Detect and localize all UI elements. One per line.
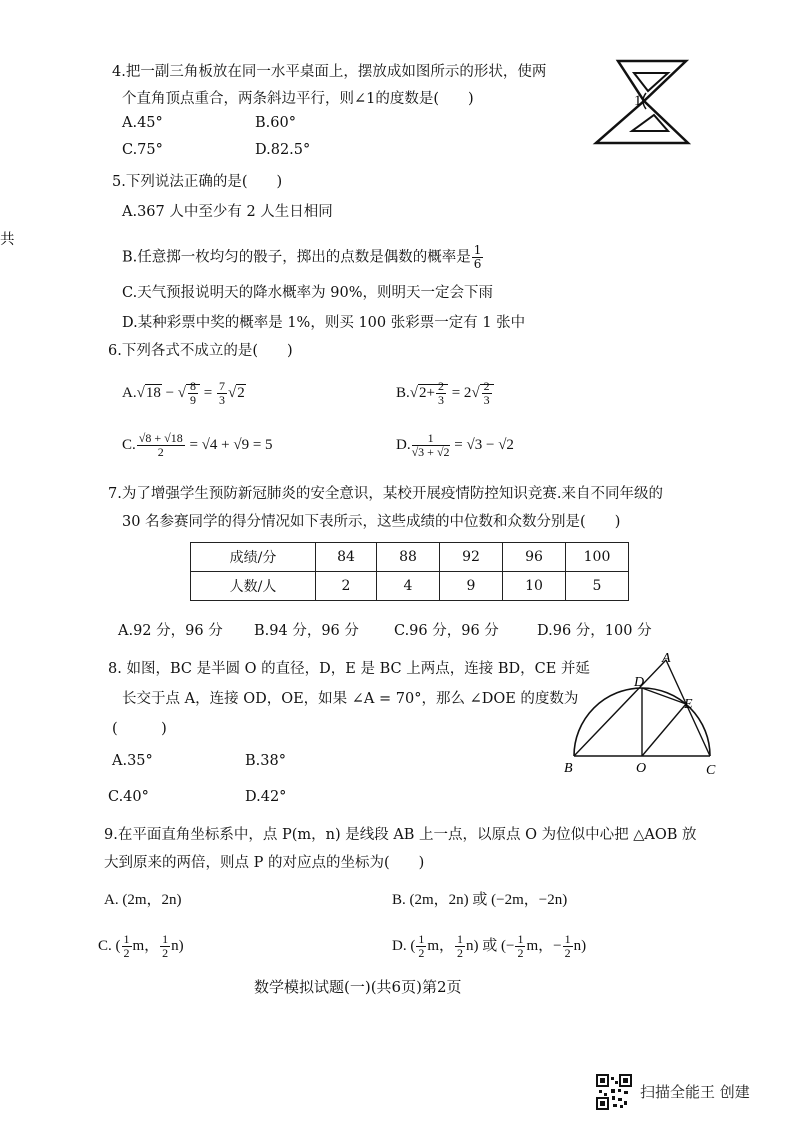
- radicand: 18: [145, 384, 161, 401]
- table-cell: 9: [440, 572, 503, 601]
- fraction-denominator: 2: [123, 946, 130, 960]
- table-header-cell: 人数/人: [191, 572, 316, 601]
- option-label: A.: [122, 384, 137, 401]
- fraction-denominator: 3: [219, 393, 225, 407]
- q9-stem-line1: 9.在平面直角坐标系中，点 P(m，n) 是线段 AB 上一点，以原点 O 为位似中心把 △AOB 放: [104, 827, 697, 843]
- q9-option-c: [98, 933, 184, 960]
- variable-text: m，: [427, 937, 454, 954]
- q4-stem-line2: 个直角顶点重合，两条斜边平行，则∠1的度数是( ): [122, 91, 474, 107]
- q8-semicircle-figure: [560, 648, 730, 776]
- fraction-denominator: 3: [483, 393, 490, 407]
- radicand-fraction: [436, 380, 446, 407]
- q8-option-a: A.35°: [112, 753, 153, 769]
- margin-mark: 共: [0, 232, 15, 248]
- q9-stem-line2: 大到原来的两倍，则点 P 的对应点的坐标为( ): [104, 855, 425, 871]
- q5-option-b-fraction: [472, 244, 484, 271]
- fraction-denominator: 6: [473, 257, 482, 271]
- fraction: [563, 933, 573, 960]
- table-cell: 4: [377, 572, 440, 601]
- fraction-denominator: 2: [162, 946, 169, 960]
- table-row: [191, 572, 629, 601]
- fraction-denominator: 2: [418, 946, 425, 960]
- fraction-numerator: 2: [437, 379, 444, 393]
- fraction-numerator: 1: [162, 932, 169, 946]
- table-header-cell: 成绩/分: [191, 543, 316, 572]
- score-table: [190, 542, 629, 601]
- table-cell: 84: [316, 543, 377, 572]
- fraction: [515, 933, 525, 960]
- q5-option-c: C.天气预报说明天的降水概率为 90%，则明天一定会下雨: [122, 285, 494, 301]
- fraction-numerator: 8: [190, 379, 197, 393]
- option-label: C.: [122, 436, 136, 453]
- fraction: [412, 432, 450, 459]
- q8-option-c: C.40°: [108, 789, 149, 805]
- q5-option-a: A.367 人中至少有 2 人生日相同: [122, 204, 333, 220]
- point-label-c: C: [706, 763, 716, 776]
- option-label: D.: [396, 436, 411, 453]
- fraction-numerator: 1: [564, 932, 571, 946]
- watermark-text: 扫描全能王 创建: [640, 1083, 750, 1101]
- equation-rest: = √4 + √9 = 5: [185, 436, 273, 453]
- fraction-numerator: 2: [483, 379, 490, 393]
- q4-option-b: B.60°: [255, 115, 296, 131]
- operator: = 2: [447, 384, 472, 401]
- variable-text: m，−: [526, 937, 562, 954]
- qr-code-icon: [596, 1074, 632, 1110]
- q7-stem-line1: 7.为了增强学生预防新冠肺炎的安全意识，某校开展疫情防控知识竞赛.来自不同年级的: [108, 486, 663, 502]
- fraction-denominator: 2: [457, 946, 463, 960]
- variable-text: m，: [132, 937, 160, 954]
- radicand-fraction: [482, 380, 492, 407]
- option-label: C. (: [98, 937, 121, 954]
- q7-option-a: A.92 分，96 分: [118, 623, 223, 639]
- q7-option-b: B.94 分，96 分: [254, 623, 359, 639]
- fraction-numerator: 1: [123, 932, 130, 946]
- q7-stem-line2: 30 名参赛同学的得分情况如下表所示，这些成绩的中位数和众数分别是( ): [122, 514, 621, 530]
- q7-option-d: D.96 分，100 分: [537, 623, 652, 639]
- coefficient-fraction: [217, 380, 227, 407]
- q9-option-a: A. (2m，2n): [104, 892, 182, 908]
- fraction-denominator: 3: [437, 393, 444, 407]
- fraction-numerator: 1: [473, 243, 482, 257]
- q8-stem-line1: 8. 如图，BC 是半圆 O 的直径，D，E 是 BC 上两点，连接 BD，CE 并延: [108, 661, 590, 677]
- q5-option-d: D.某种彩票中奖的概率是 1%，则买 100 张彩票一定有 1 张中: [122, 315, 526, 331]
- fraction: [137, 432, 185, 459]
- point-label-b: B: [564, 761, 573, 776]
- fraction-denominator: 2: [564, 946, 571, 960]
- q4-triangle-figure: [588, 55, 700, 150]
- fraction: [122, 933, 132, 960]
- variable-text: n): [573, 937, 587, 954]
- point-label-a: A: [662, 651, 671, 666]
- table-cell: 88: [377, 543, 440, 572]
- fraction-numerator: √8 + √18: [138, 431, 183, 445]
- q5-stem: 5.下列说法正确的是( ): [112, 174, 283, 190]
- q7-option-c: C.96 分，96 分: [394, 623, 499, 639]
- table-cell: 96: [503, 543, 566, 572]
- point-label-o: O: [636, 761, 647, 776]
- point-label-e: E: [684, 697, 693, 712]
- q6-option-d: [396, 432, 514, 459]
- q8-stem-line3: ( ): [112, 721, 167, 737]
- radicand: 2: [237, 384, 245, 401]
- q6-option-b: B.√2+ $\frac{2}{3}$ = 2√ $\frac{2}{3}$: [396, 380, 494, 407]
- fraction-numerator: 7: [219, 379, 225, 393]
- operator: =: [200, 384, 216, 401]
- fraction-denominator: 2: [517, 946, 524, 960]
- fraction-numerator: 1: [418, 932, 425, 946]
- table-cell: 100: [566, 543, 629, 572]
- q5-option-b: [122, 244, 484, 271]
- radicand: 2+: [419, 384, 435, 401]
- option-label: B.: [396, 384, 410, 401]
- q6-option-a: A.√18 − √ $\frac{8}{9}$ = $\frac{7}{3}$ √2: [122, 379, 245, 407]
- q8-stem-line2: 长交于点 A，连接 OD，OE，如果 ∠A = 70°，那么 ∠DOE 的度数为: [122, 691, 579, 707]
- q6-stem: 6.下列各式不成立的是( ): [108, 343, 293, 359]
- table-cell: 92: [440, 543, 503, 572]
- table-cell: 5: [566, 572, 629, 601]
- q8-option-b: B.38°: [245, 753, 286, 769]
- q4-stem-line1: 4.把一副三角板放在同一水平桌面上，摆放成如图所示的形状，使两: [112, 64, 547, 80]
- fraction-denominator: 9: [190, 393, 197, 407]
- equation-rest: = √3 − √2: [450, 436, 514, 453]
- variable-text: n): [171, 937, 184, 954]
- q4-option-d: D.82.5°: [255, 142, 311, 158]
- q9-option-d: [392, 933, 586, 960]
- fraction-numerator: 1: [457, 932, 463, 946]
- fraction: [160, 933, 170, 960]
- variable-text: n) 或 (−: [466, 937, 515, 954]
- fraction-denominator: 2: [157, 445, 164, 459]
- fraction-denominator: √3 + √2: [411, 445, 450, 459]
- q9-option-b: B. (2m，2n) 或 (−2m，−2n): [392, 892, 568, 908]
- q4-option-c: C.75°: [122, 142, 163, 158]
- q5-option-b-text: B.任意掷一枚均匀的骰子，掷出的点数是偶数的概率是: [122, 249, 471, 266]
- page-footer: 数学模拟试题(一)(共6页)第2页: [254, 978, 462, 996]
- q4-option-a: A.45°: [122, 115, 163, 131]
- option-label: D. (: [392, 937, 416, 954]
- q6-option-c: [122, 432, 273, 459]
- q8-option-d: D.42°: [245, 789, 287, 805]
- fraction-numerator: 1: [412, 432, 450, 446]
- table-row: [191, 543, 629, 572]
- operator: −: [161, 384, 178, 401]
- table-cell: 10: [503, 572, 566, 601]
- fraction: [455, 933, 465, 960]
- q4-angle-label: 1: [634, 93, 642, 109]
- table-cell: 2: [316, 572, 377, 601]
- fraction-numerator: 1: [517, 932, 524, 946]
- radicand-fraction: [188, 380, 198, 407]
- fraction: [416, 933, 426, 960]
- point-label-d: D: [634, 675, 645, 690]
